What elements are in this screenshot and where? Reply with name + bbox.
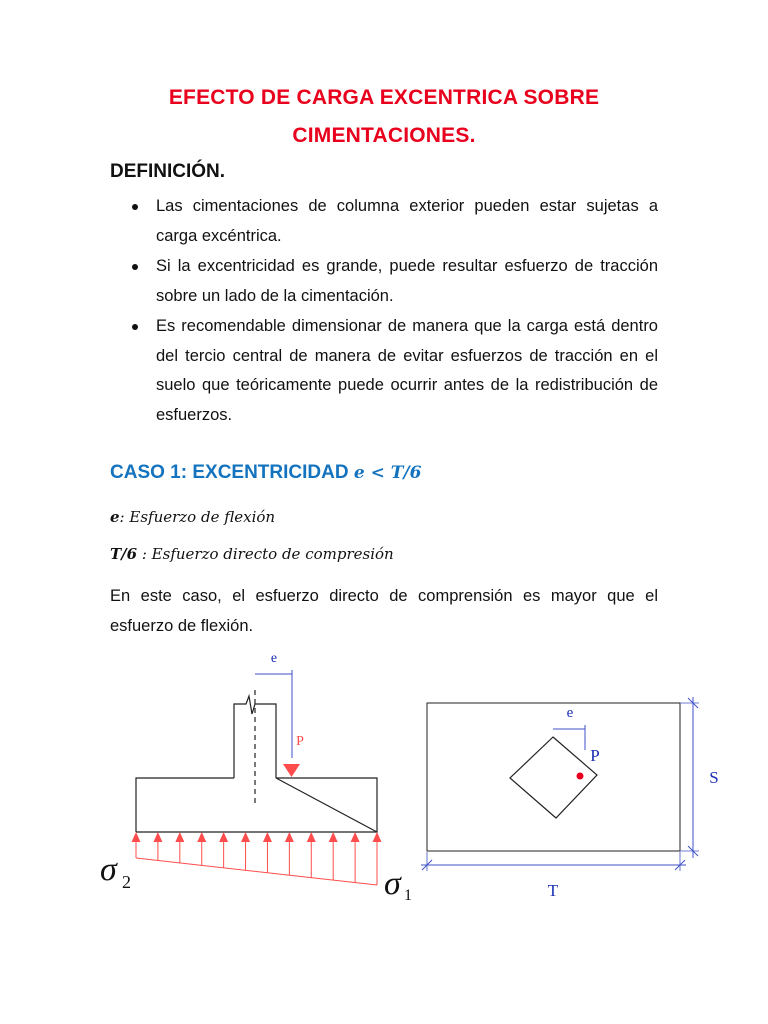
bullet-item — [110, 312, 658, 430]
definition-t6 — [110, 545, 394, 563]
pressure-arrow-head-icon — [175, 832, 184, 842]
sigma-2-symbol: σ — [100, 851, 117, 888]
t-label: T — [547, 881, 559, 900]
definition-e — [110, 508, 275, 526]
sigma-1-symbol: σ — [384, 865, 401, 902]
p-load-arrow-icon — [283, 764, 300, 777]
bullet-item — [110, 252, 658, 311]
document-title-line-2: CIMENTACIONES. — [292, 124, 476, 147]
definition-bullet-list — [110, 192, 658, 431]
pressure-arrow-head-icon — [153, 832, 162, 842]
case-1-paragraph: En este caso, el esfuerzo directo de comprensión es mayor que el esfuerzo de flexión. — [110, 587, 658, 635]
case-1-label: CASO 1: EXCENTRICIDAD — [110, 462, 349, 483]
plan-p-label: P — [590, 746, 600, 765]
footing-section-view — [100, 651, 412, 904]
pressure-arrow-head-icon — [329, 832, 338, 842]
bullet-text: Si la excentricidad es grande, puede resultar esfuerzo de tracción sobre un lado de la cimentación. — [156, 257, 658, 305]
pressure-arrow-head-icon — [132, 832, 141, 842]
symbol-e: e — [110, 508, 120, 526]
pressure-arrow-head-icon — [285, 832, 294, 842]
column-plan-outline — [510, 737, 600, 818]
pressure-diagram-line — [136, 858, 377, 885]
sigma-2-subscript: 2 — [122, 872, 131, 892]
bullet-dot-icon — [132, 264, 138, 270]
case-1-heading — [110, 462, 421, 484]
bullet-text: Es recomendable dimensionar de manera que la carga está dentro del tercio central de manera de evitar esfuerzos de tracción en el suelo que teóricamente puede ocurrir antes de la redistribución de esfuerzos. — [156, 317, 658, 424]
pressure-arrow-head-icon — [219, 832, 228, 842]
definition-t6-text: : Esfuerzo directo de compresión — [137, 545, 394, 563]
plan-e-label: e — [566, 705, 574, 721]
footing-slab-outline — [136, 778, 377, 832]
e-label: e — [270, 651, 278, 666]
p-label: P — [296, 734, 304, 749]
pressure-arrow-head-icon — [263, 832, 272, 842]
load-point-icon — [577, 773, 584, 780]
bullet-dot-icon — [132, 204, 138, 210]
document-title-line-1: EFECTO DE CARGA EXCENTRICA SOBRE — [168, 86, 600, 109]
bullet-dot-icon — [132, 324, 138, 330]
sigma-1-subscript: 1 — [404, 887, 412, 904]
pressure-arrow-head-icon — [351, 832, 360, 842]
pressure-arrow-head-icon — [373, 832, 382, 842]
soil-pressure-arrows — [132, 832, 382, 885]
definition-heading: DEFINICIÓN. — [110, 161, 226, 182]
symbol-t6: T/6 — [110, 545, 138, 563]
pressure-arrow-head-icon — [197, 832, 206, 842]
footing-plan-view — [421, 697, 719, 900]
bullet-text: Las cimentaciones de columna exterior pueden estar sujetas a carga excéntrica. — [156, 197, 658, 245]
s-label: S — [709, 768, 719, 787]
eccentric-footing-diagram — [0, 640, 768, 910]
pressure-arrow-head-icon — [307, 832, 316, 842]
footing-plan-outline — [427, 703, 680, 851]
case-1-condition: e < T/6 — [353, 463, 422, 483]
bullet-item — [110, 192, 658, 251]
definition-e-text: : Esfuerzo de flexión — [119, 508, 276, 526]
pressure-arrow-head-icon — [241, 832, 250, 842]
